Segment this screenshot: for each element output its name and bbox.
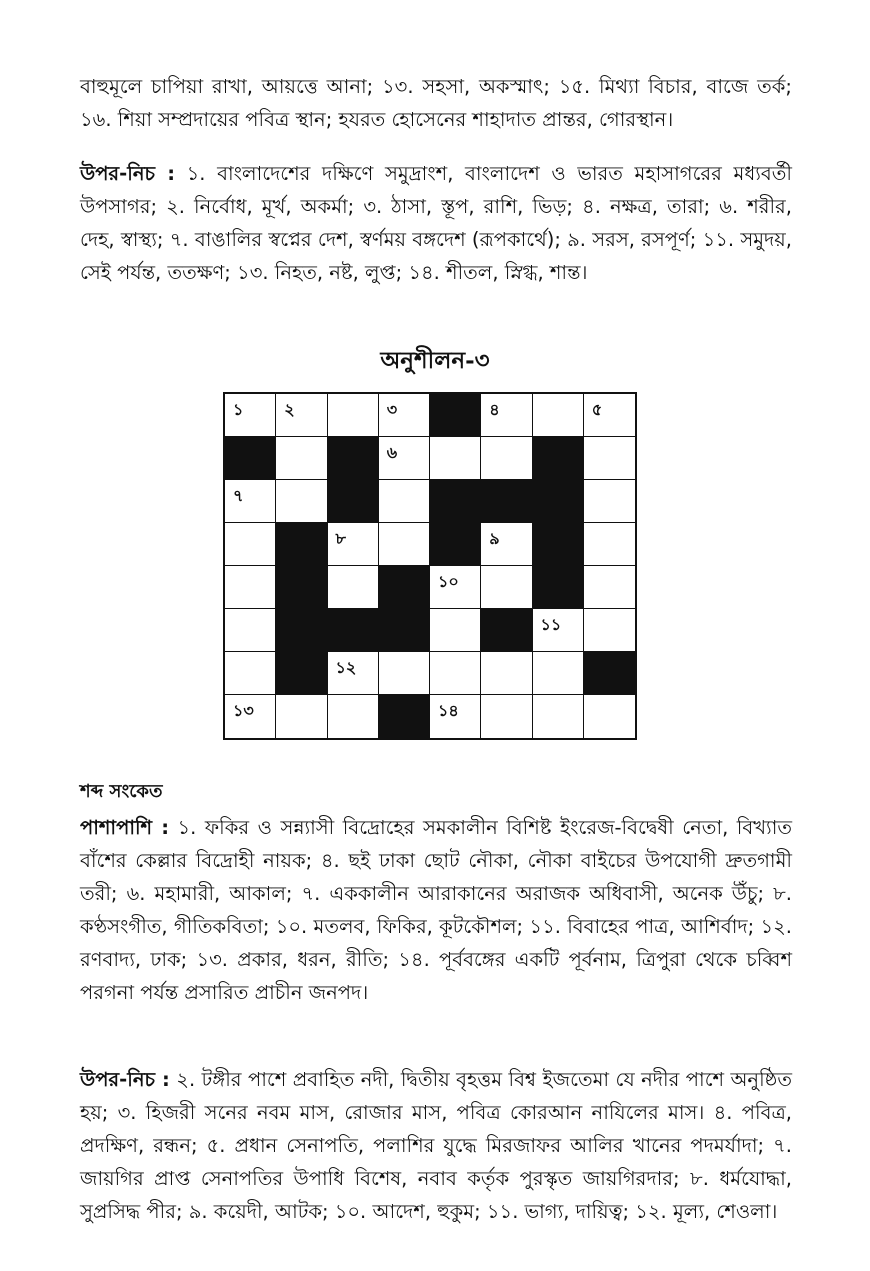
crossword-cell[interactable] [584, 609, 635, 652]
crossword-black-cell [379, 566, 430, 609]
crossword-black-cell [379, 609, 430, 652]
crossword-cell[interactable] [584, 437, 635, 480]
crossword-black-cell [328, 609, 379, 652]
crossword-cell[interactable] [225, 566, 276, 609]
cell-number: ১২ [335, 658, 357, 677]
crossword-cell[interactable] [379, 394, 430, 437]
crossword-cell[interactable] [584, 394, 635, 437]
cell-number: ২ [284, 400, 295, 419]
crossword-cell[interactable] [584, 480, 635, 523]
crossword-cell[interactable] [276, 437, 327, 480]
crossword-cell[interactable] [225, 609, 276, 652]
cell-number: ৯ [489, 529, 500, 548]
crossword-black-cell [225, 437, 276, 480]
cell-number: ৬ [386, 443, 398, 462]
crossword-black-cell [276, 566, 327, 609]
crossword-black-cell [328, 437, 379, 480]
down-heading: উপর-নিচ : [80, 162, 176, 185]
across-clues-text: ১. ফকির ও সন্ন্যাসী বিদ্রোহের সমকালীন বিশিষ্ট ইংরেজ-বিদ্বেষী নেতা, বিখ্যাত বাঁশের কেল্লার বিদ্রোহী নায়ক; ৪. ছই ঢাকা ছোট নৌকা, নৌকা বাইচের উপযোগী দ্রুতগামী তরী; ৬. মহামারী, আকাল; ৭. এককালীন আরাকানের অরাজক অধিবাসী, অনেক উঁচু; ৮. কণ্ঠসংগীত, গীতিকবিতা; ১০. মতলব, ফিকির, কূটকৌশল; ১১. বিবাহের পাত্র, আশির্বাদ; ১২. রণবাদ্য, ঢাক; ১৩. প্রকার, ধরন, রীতি; ১৪. পূর্ববঙ্গের একটি পূর্বনাম, ত্রিপুরা থেকে চব্বিশ পরগনা পর্যন্ত প্রসারিত প্রাচীন জনপদ। [80, 816, 792, 1004]
crossword-cell[interactable] [481, 566, 532, 609]
crossword-black-cell [430, 480, 481, 523]
crossword-black-cell [328, 480, 379, 523]
crossword-cell[interactable] [328, 695, 379, 738]
crossword-cell[interactable] [430, 566, 481, 609]
crossword-cell[interactable] [533, 652, 584, 695]
crossword-cell[interactable] [328, 566, 379, 609]
crossword-black-cell [584, 652, 635, 695]
cell-number: ১৩ [233, 701, 254, 720]
cell-number: ৮ [335, 529, 346, 548]
crossword-cell[interactable] [533, 394, 584, 437]
crossword-cell[interactable] [430, 695, 481, 738]
crossword-cell[interactable] [533, 609, 584, 652]
cell-number: ১০ [438, 572, 459, 591]
cell-number: ১১ [540, 615, 562, 634]
crossword-black-cell [430, 523, 481, 566]
crossword-black-cell [276, 523, 327, 566]
previous-clues-continuation [80, 70, 792, 136]
hint-title: শব্দ সংকেত [80, 781, 163, 802]
across-heading: পাশাপাশি : [80, 816, 169, 839]
crossword-cell[interactable] [328, 652, 379, 695]
across-clues [80, 811, 792, 1009]
crossword-cell[interactable] [276, 695, 327, 738]
crossword-black-cell [533, 523, 584, 566]
crossword-black-cell [379, 695, 430, 738]
crossword-cell[interactable] [481, 652, 532, 695]
crossword-black-cell [533, 437, 584, 480]
crossword-black-cell [533, 480, 584, 523]
crossword-cell[interactable] [584, 695, 635, 738]
crossword-cell[interactable] [225, 523, 276, 566]
crossword-black-cell [533, 566, 584, 609]
crossword-cell[interactable] [225, 394, 276, 437]
crossword-cell[interactable] [533, 695, 584, 738]
cell-number: ৩ [386, 400, 398, 419]
crossword-cell[interactable] [379, 652, 430, 695]
down-clues [80, 1063, 792, 1228]
crossword-cell[interactable] [430, 652, 481, 695]
crossword-cell[interactable] [584, 566, 635, 609]
crossword-cell[interactable] [481, 523, 532, 566]
crossword-cell[interactable] [481, 394, 532, 437]
crossword-cell[interactable] [225, 480, 276, 523]
crossword-cell[interactable] [481, 695, 532, 738]
crossword-cell[interactable] [481, 437, 532, 480]
crossword-black-cell [481, 609, 532, 652]
cell-number: ১৪ [438, 701, 459, 720]
down-heading: উপর-নিচ : [80, 1068, 170, 1091]
crossword-black-cell [481, 480, 532, 523]
crossword-cell[interactable] [225, 695, 276, 738]
cell-number: ৭ [233, 486, 244, 505]
crossword-cell[interactable] [584, 523, 635, 566]
down-clues-text: ১. বাংলাদেশের দক্ষিণে সমুদ্রাংশ, বাংলাদেশ ও ভারত মহাসাগরের মধ্যবর্তী উপসাগর; ২. নির্বোধ, মূর্খ, অকর্মা; ৩. ঠাসা, স্তূপ, রাশি, ভিড়; ৪. নক্ষত্র, তারা; ৬. শরীর, দেহ, স্বাস্থ্য; ৭. বাঙালির স্বপ্নের দেশ, স্বর্ণময় বঙ্গদেশ (রূপকার্থে); ৯. সরস, রসপূর্ণ; ১১. সমুদয়, সেই পর্যন্ত, ততক্ষণ; ১৩. নিহত, নষ্ট, লুপ্ত; ১৪. শীতল, স্নিগ্ধ, শান্ত। [80, 162, 792, 284]
crossword-cell[interactable] [328, 523, 379, 566]
crossword-cell[interactable] [379, 437, 430, 480]
previous-down-clues [80, 157, 792, 289]
crossword-black-cell [276, 652, 327, 695]
crossword-black-cell [276, 609, 327, 652]
cell-number: ৫ [591, 400, 603, 419]
crossword-cell[interactable] [430, 437, 481, 480]
down-clues-text: ২. টঙ্গীর পাশে প্রবাহিত নদী, দ্বিতীয় বৃহত্তম বিশ্ব ইজতেমা যে নদীর পাশে অনুষ্ঠিত হয়; ৩. হিজরী সনের নবম মাস, রোজার মাস, পবিত্র কোরআন নাযিলের মাস। ৪. পবিত্র, প্রদক্ষিণ, রন্ধন; ৫. প্রধান সেনাপতি, পলাশির যুদ্ধে মিরজাফর আলির খানের পদমর্যাদা; ৭. জায়গির প্রাপ্ত সেনাপতির উপাধি বিশেষ, নবাব কর্তৃক পুরস্কৃত জায়গিরদার; ৮. ধর্মযোদ্ধা, সুপ্রসিদ্ধ পীর; ৯. কয়েদী, আটক; ১০. আদেশ, হুকুম; ১১. ভাগ্য, দায়িত্ব; ১২. মূল্য, শেওলা। [80, 1068, 792, 1223]
cell-number: ১ [233, 400, 244, 419]
crossword-cell[interactable] [328, 394, 379, 437]
cell-number: ৪ [489, 400, 500, 419]
crossword-grid [223, 392, 637, 740]
crossword-cell[interactable] [276, 394, 327, 437]
previous-clues-text: বাহুমূলে চাপিয়া রাখা, আয়ত্তে আনা; ১৩. সহসা, অকস্মাৎ; ১৫. মিথ্যা বিচার, বাজে তর্ক; ১৬. শিয়া সম্প্রদায়ের পবিত্র স্থান; হযরত হোসেনের শাহাদাত প্রান্তর, গোরস্থান। [80, 75, 792, 131]
crossword-cell[interactable] [379, 523, 430, 566]
crossword-cell[interactable] [276, 480, 327, 523]
crossword-cell[interactable] [430, 609, 481, 652]
exercise-title: অনুশীলন-৩ [380, 347, 490, 374]
crossword-cell[interactable] [225, 652, 276, 695]
crossword-black-cell [430, 394, 481, 437]
crossword-cell[interactable] [379, 480, 430, 523]
